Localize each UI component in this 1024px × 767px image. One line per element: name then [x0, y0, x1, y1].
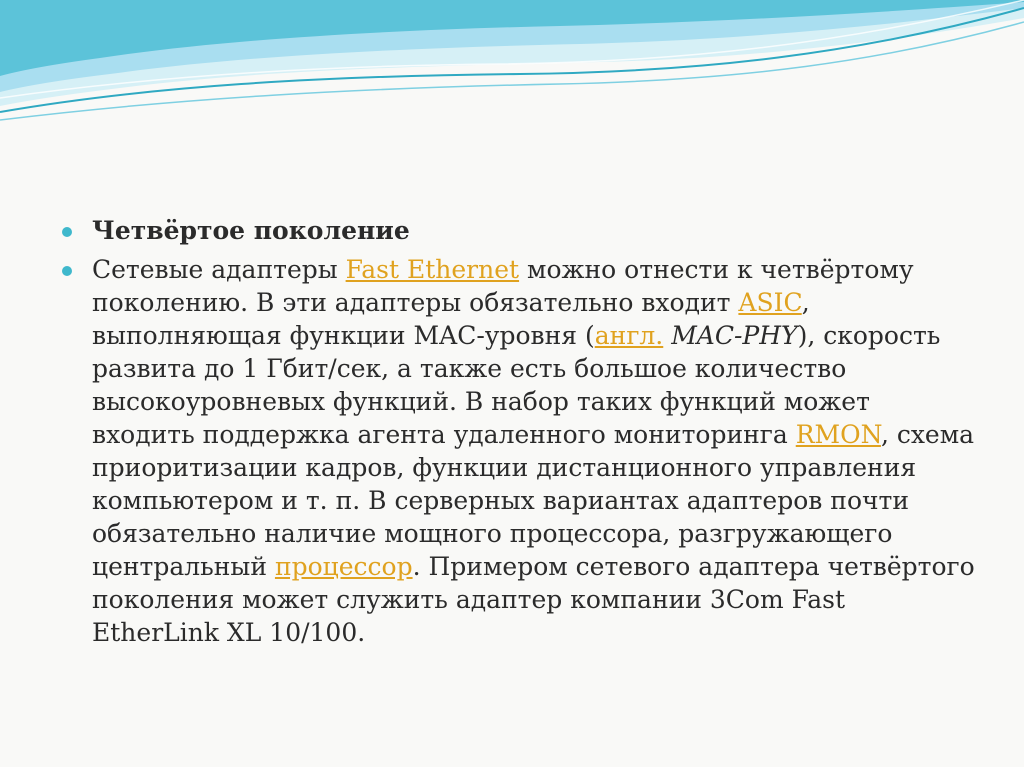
link-processor[interactable]: процессор — [274, 552, 413, 581]
body-text: , выполняющая функции MAC-уровня ( — [92, 288, 810, 350]
bullet-list — [58, 214, 978, 655]
body-text — [663, 321, 671, 350]
link-asic[interactable]: ASIC — [738, 288, 802, 317]
body-text: ), скорость развита до 1 Гбит/сек, а также есть большое количество высокоуровневых функций. В набор таких функций может входить поддержка агента удаленного мониторинга — [92, 321, 941, 449]
body-text: можно отнести к четвёртому поколению. В эти адаптеры обязательно входит — [92, 255, 914, 317]
link-rmon[interactable]: RMON — [795, 420, 881, 449]
wave-decoration — [0, 0, 1024, 140]
body-text: . Примером сетевого адаптера четвёртого поколения может служить адаптер компании 3Com Fast EtherLink XL 10/100. — [92, 552, 975, 647]
bullet-dot-icon — [62, 266, 72, 276]
bullet-dot-icon — [62, 227, 72, 237]
body-text: , схема приоритизации кадров, функции дистанционного управления компьютером и т. п. В серверных вариантах адаптеров почти обязательно наличие мощного процессора, разгружающего центральный — [92, 420, 975, 581]
link-english[interactable]: англ. — [594, 321, 664, 350]
bullet-item-body — [58, 253, 978, 649]
section-heading: Четвёртое поколение — [92, 216, 410, 245]
body-text: Сетевые адаптеры — [92, 255, 346, 284]
link-fast-ethernet[interactable]: Fast Ethernet — [345, 255, 520, 284]
mac-phy-term: MAC-PHY — [671, 321, 798, 350]
bullet-item-heading — [58, 214, 978, 247]
